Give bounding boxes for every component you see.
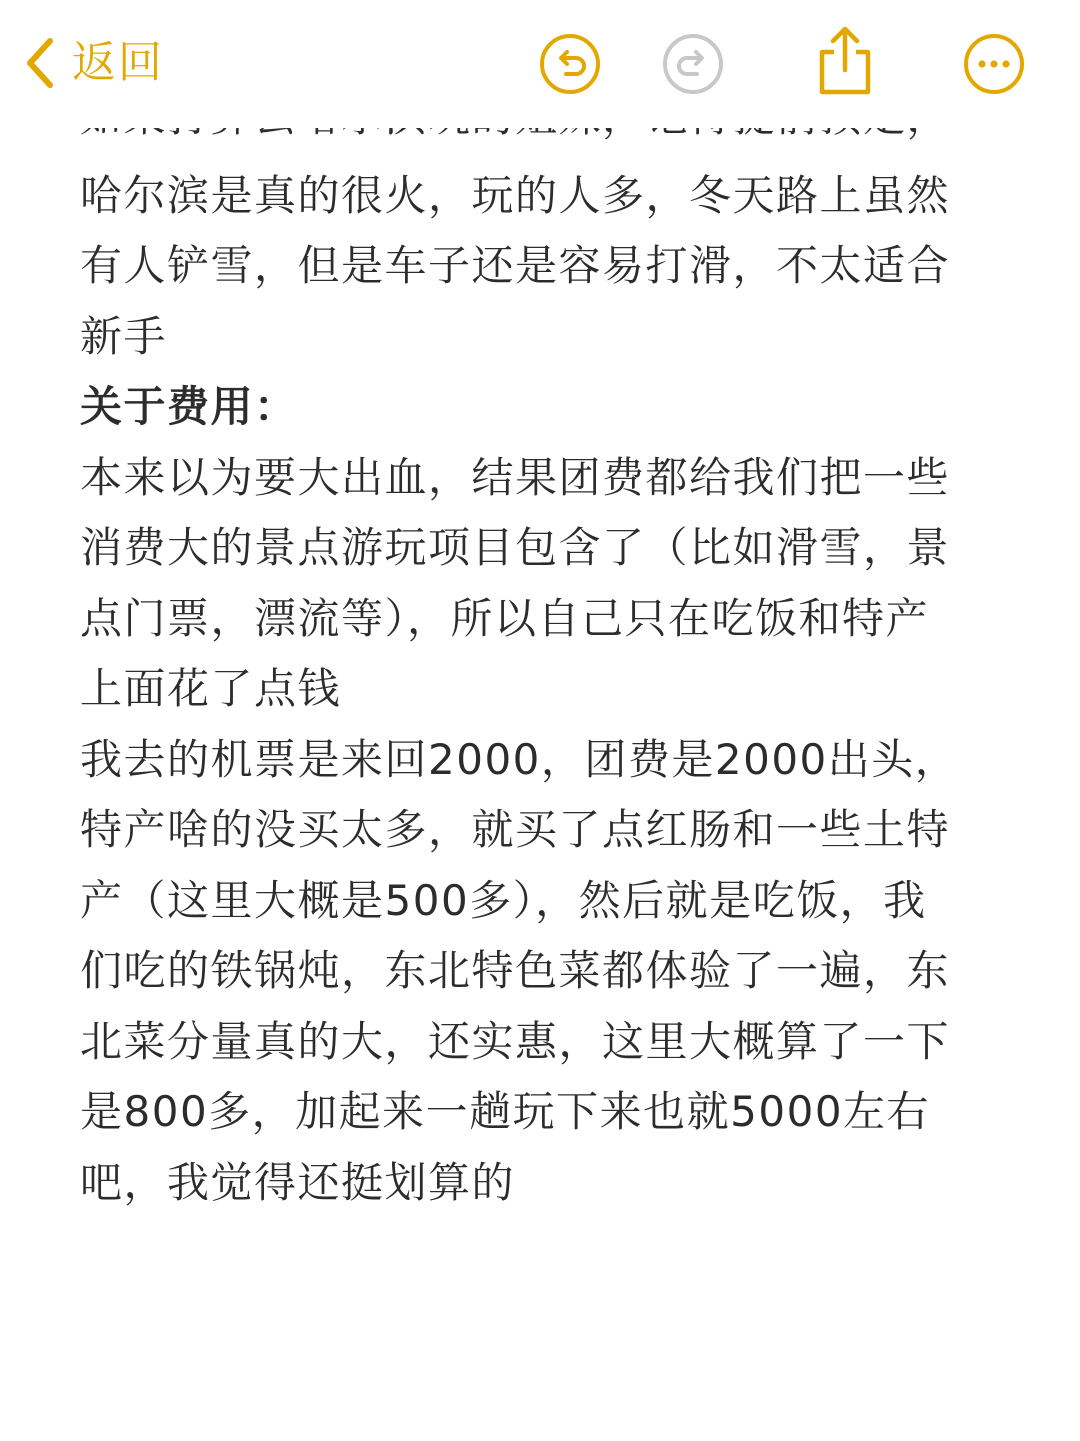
redo-icon xyxy=(661,32,725,96)
note-line: 本来以为要大出血，结果团费都给我们把一些 xyxy=(80,452,951,502)
note-line: 产（这里大概是500多），然后就是吃饭，我 xyxy=(80,875,927,925)
note-line: 上面花了点钱 xyxy=(80,664,342,713)
chevron-left-icon xyxy=(22,35,58,91)
section-heading-cost: 关于费用： xyxy=(80,382,298,431)
share-button[interactable] xyxy=(812,24,878,96)
back-button[interactable] xyxy=(22,28,164,98)
note-line: 我去的机票是来回2000，团费是2000出头， xyxy=(80,734,959,784)
back-label: 返回 xyxy=(72,37,164,88)
note-line: 特产啥的没买太多，就买了点红肠和一些土特 xyxy=(80,805,951,854)
note-body[interactable] xyxy=(80,90,1010,1218)
note-line: 北菜分量真的大，还实惠，这里大概算了一下 xyxy=(80,1016,951,1066)
notes-toolbar xyxy=(0,0,1080,128)
note-line: 有人铲雪，但是车子还是容易打滑，不太适合 xyxy=(80,241,951,290)
note-line: 是800多，加起来一趟玩下来也就5000左右 xyxy=(80,1087,931,1136)
note-line: 消费大的景点游玩项目包含了（比如滑雪，景 xyxy=(80,523,951,572)
note-line: 们吃的铁锅炖，东北特色菜都体验了一遍，东 xyxy=(80,946,951,995)
note-line: 吧，我觉得还挺划算的 xyxy=(80,1157,516,1207)
note-line: 哈尔滨是真的很火，玩的人多，冬天路上虽然 xyxy=(80,170,951,220)
undo-icon xyxy=(538,32,602,96)
more-icon xyxy=(962,32,1026,96)
note-line: 点门票，漂流等），所以自己只在吃饭和特产 xyxy=(80,593,930,643)
redo-button[interactable] xyxy=(661,32,725,96)
undo-button[interactable] xyxy=(538,32,602,96)
more-button[interactable] xyxy=(962,32,1026,96)
note-line: 新手 xyxy=(80,311,168,361)
share-icon xyxy=(812,24,878,96)
